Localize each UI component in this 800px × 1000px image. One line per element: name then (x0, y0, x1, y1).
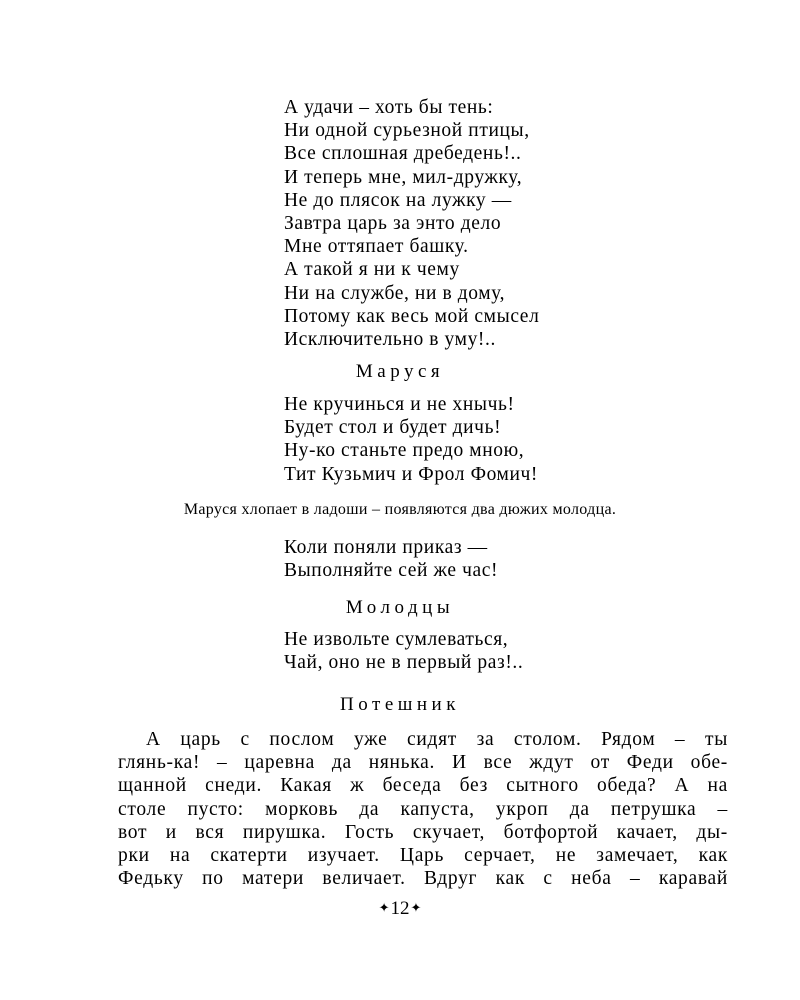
verse-line: Все сплошная дребедень!.. (284, 143, 522, 165)
prose-line: столе пусто: морковь да капуста, укроп да петрушка – (118, 798, 728, 820)
verse-line: Мне оттяпает башку. (284, 236, 469, 258)
ornament-left-icon: ✦ (378, 900, 390, 915)
verse-line: И теперь мне, мил-дружку, (284, 166, 523, 188)
prose-line: рки на скатерти изучает. Царь серчает, не замечает, как (118, 845, 728, 867)
verse-line: Не кручинься и не хнычь! (284, 394, 515, 415)
verse-line: Ни одной сурьезной птицы, (284, 120, 530, 142)
verse-block-3 (284, 536, 498, 582)
verse-block-1 (284, 96, 539, 351)
verse-line: Ну-ко станьте предо мною, (284, 440, 525, 462)
verse-line: А такой я ни к чему (284, 259, 460, 281)
verse-line: А удачи – хоть бы тень: (284, 97, 494, 118)
verse-block-4 (284, 628, 523, 674)
prose-paragraph (118, 728, 728, 890)
ornament-right-icon: ✦ (410, 900, 422, 915)
verse-line: Не до плясок на лужку — (284, 189, 512, 211)
verse-line: Не извольте сумлеваться, (284, 629, 509, 650)
verse-line: Ни на службе, ни в дому, (284, 282, 506, 304)
speaker-marusya: Маруся (355, 361, 445, 382)
page-footer (0, 896, 800, 921)
verse-line: Коли поняли приказ — (284, 537, 488, 558)
stage-direction: Маруся хлопает в ладоши – появляются два дюжих молодца. (183, 501, 617, 518)
verse-line: Будет стол и будет дичь! (284, 417, 502, 439)
prose-line: глянь-ка! – царевна да нянька. И все ждут от Феди обе- (118, 752, 728, 774)
speaker-molodtsy: Молодцы (345, 597, 455, 618)
verse-block-2 (284, 393, 538, 486)
verse-line: Выполняйте сей же час! (284, 560, 499, 582)
verse-line: Исключительно в уму!.. (284, 329, 496, 351)
verse-line: Чай, оно не в первый раз!.. (284, 652, 524, 674)
verse-line: Завтра царь за энто дело (284, 213, 502, 235)
page-number: 12 (390, 898, 410, 919)
prose-line: Федьку по матери величает. Вдруг как с неба – каравай (118, 868, 728, 890)
prose-line: щанной снеди. Какая ж беседа без сытного обеда? А на (118, 775, 728, 797)
prose-line: вот и вся пирушка. Гость скучает, ботфортой качает, ды- (118, 821, 728, 843)
verse-line: Тит Кузьмич и Фрол Фомич! (284, 463, 539, 485)
speaker-poteshnik: Потешник (340, 694, 460, 715)
prose-line: А царь с послом уже сидят за столом. Рядом – ты (146, 729, 728, 750)
verse-line: Потому как весь мой смысел (284, 305, 540, 327)
